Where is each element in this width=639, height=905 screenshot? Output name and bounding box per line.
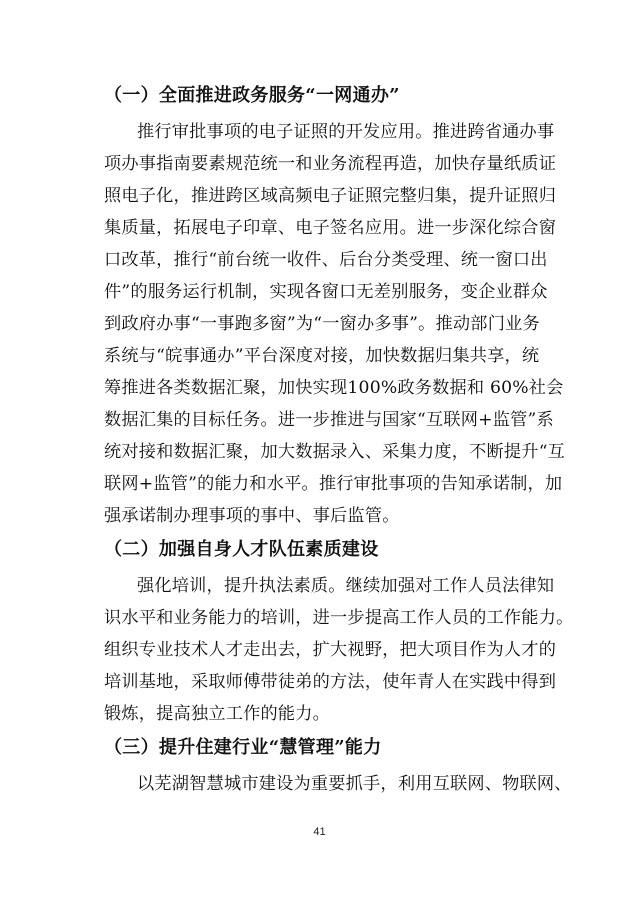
paragraph-line: 到政府办事“一事跑多窗”为“一窗办多事”。推动部门业务 [104, 314, 540, 334]
section-heading-3: （三）提升住建行业“慧管理”能力 [104, 737, 382, 758]
paragraph-line: 识水平和业务能力的培训，进一步提高工作人员的工作能力。 [104, 608, 574, 628]
paragraph-line: 以芜湖智慧城市建设为重要抓手，利用互联网、物联网、 [137, 774, 572, 794]
paragraph-line: 照电子化，推进跨区域高频电子证照完整归集，提升证照归 [104, 186, 557, 206]
paragraph-line: 系统与“皖事通办”平台深度对接，加快数据归集共享，统 [104, 346, 540, 366]
section-heading-2: （二）加强自身人才队伍素质建设 [104, 539, 379, 560]
paragraph-line: 联网+监管”的能力和水平。推行审批事项的告知承诺制，加 [104, 474, 563, 494]
paragraph-line: 强化培训，提升执法素质。继续加强对工作人员法律知 [137, 576, 555, 596]
paragraph-line: 推行审批事项的电子证照的开发应用。推进跨省通办事 [137, 122, 555, 142]
paragraph-line: 件”的服务运行机制，实现各窗口无差别服务，变企业群众 [104, 282, 548, 302]
paragraph-line: 组织专业技术人才走出去，扩大视野，把大项目作为人才的 [104, 640, 557, 660]
paragraph-line: 筹推进各类数据汇聚，加快实现100%政务数据和 60%社会 [104, 378, 564, 398]
paragraph-line: 统对接和数据汇聚，加大数据录入、采集力度，不断提升“互 [104, 442, 566, 462]
paragraph-line: 集质量，拓展电子印章、电子签名应用。进一步深化综合窗 [104, 218, 557, 238]
paragraph-line: 培训基地，采取师傅带徒弟的方法，使年青人在实践中得到 [104, 672, 557, 692]
paragraph-line: 数据汇集的目标任务。进一步推进与国家“互联网+监管”系 [104, 410, 554, 430]
page-number: 41 [313, 826, 326, 838]
paragraph-line: 锻炼，提高独立工作的能力。 [104, 704, 331, 724]
paragraph-line: 强承诺制办理事项的事中、事后监管。 [104, 506, 400, 526]
paragraph-line: 口改革，推行“前台统一收件、后台分类受理、统一窗口出 [104, 250, 548, 270]
section-heading-1: （一）全面推进政务服务“一网通办” [104, 85, 400, 106]
paragraph-line: 项办事指南要素规范统一和业务流程再造，加快存量纸质证 [104, 154, 557, 174]
